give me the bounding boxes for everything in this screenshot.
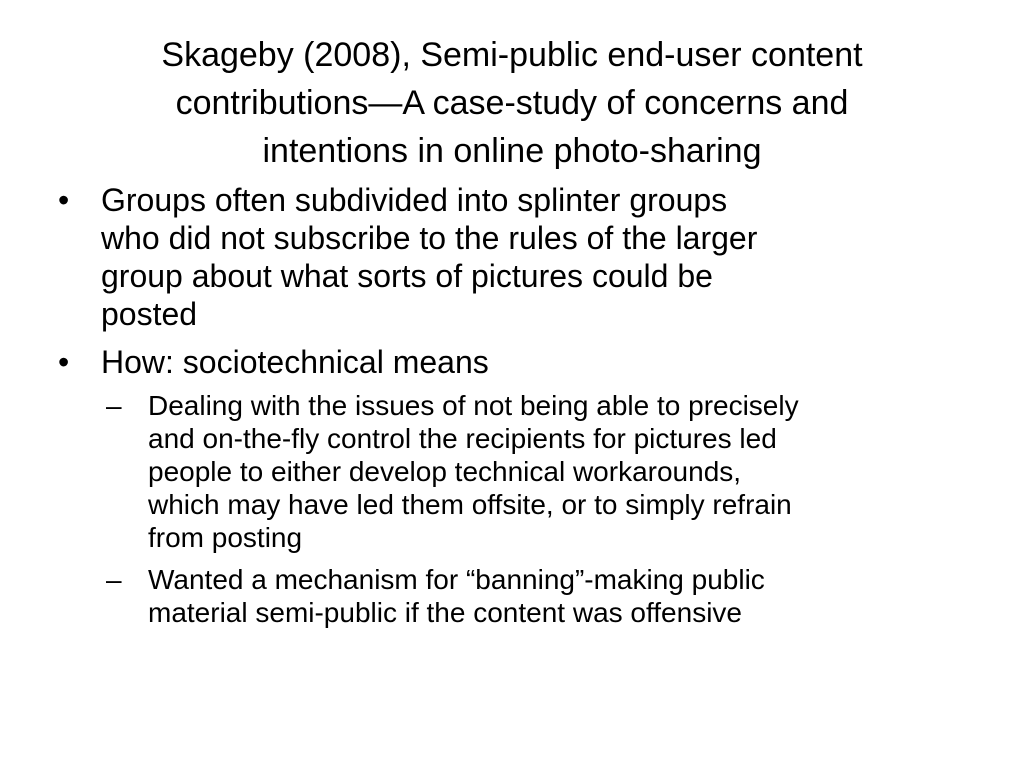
subbullet-workarounds xyxy=(106,389,968,554)
subbullet-marker: – xyxy=(106,564,122,595)
subbullet-marker: – xyxy=(106,390,122,421)
bullet-line: group about what sorts of pictures could be xyxy=(101,258,713,294)
subbullet-line: from posting xyxy=(148,522,303,553)
bullet-marker: • xyxy=(58,182,70,218)
subbullet-list xyxy=(106,389,968,629)
subbullet-line: material semi-public if the content was offensive xyxy=(148,597,742,628)
title-line: contributions—A case-study of concerns and xyxy=(175,84,849,122)
bullet-splinter-groups xyxy=(58,181,968,333)
subbullet-line: Dealing with the issues of not being able to precisely xyxy=(148,390,799,421)
slide-title xyxy=(60,31,964,175)
title-line: Skageby (2008), Semi-public end-user content xyxy=(161,36,863,74)
subbullet-line: and on-the-fly control the recipients for pictures led xyxy=(148,423,777,454)
subbullet-line: people to either develop technical workarounds, xyxy=(148,456,742,487)
subbullet-line: Wanted a mechanism for “banning”-making public xyxy=(148,564,765,595)
title-line: intentions in online photo-sharing xyxy=(262,132,762,170)
slide-body xyxy=(58,181,968,629)
subbullet-banning xyxy=(106,563,968,629)
bullet-how-sociotechnical xyxy=(58,343,968,629)
bullet-line: How: sociotechnical means xyxy=(101,344,489,380)
bullet-marker: • xyxy=(58,344,70,380)
subbullet-line: which may have led them offsite, or to simply refrain xyxy=(148,489,792,520)
bullet-line: posted xyxy=(101,296,198,332)
bullet-line: Groups often subdivided into splinter groups xyxy=(101,182,728,218)
bullet-line: who did not subscribe to the rules of the larger xyxy=(101,220,758,256)
